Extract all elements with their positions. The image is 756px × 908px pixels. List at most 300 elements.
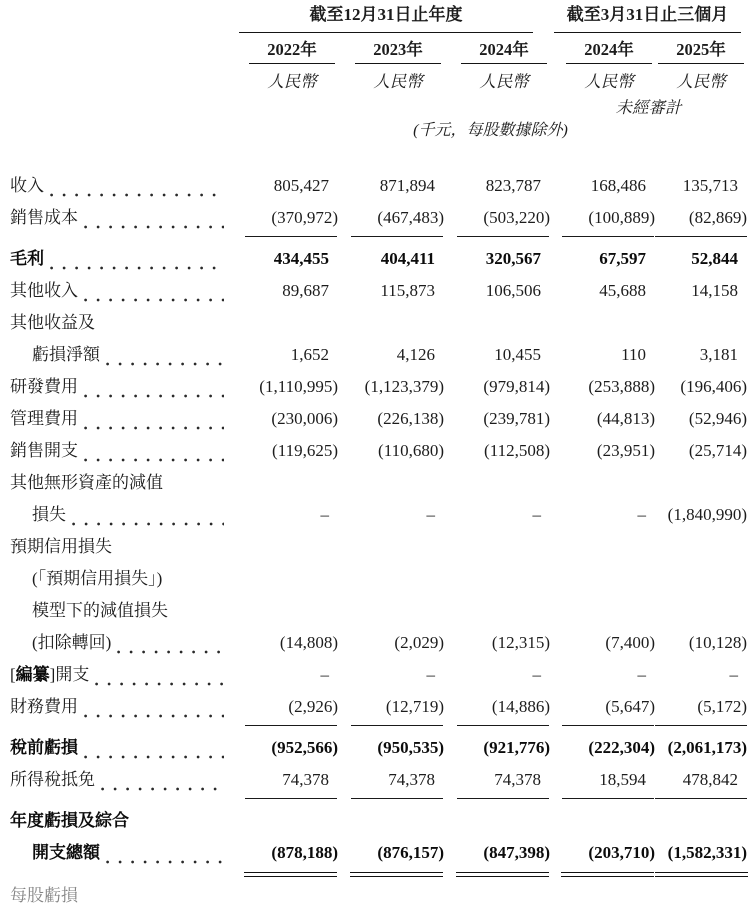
value-cell: [234, 732, 338, 764]
cell-value: –: [532, 665, 541, 684]
value-cell: [234, 170, 338, 202]
year-header-cell: [234, 40, 338, 64]
value-cell: [444, 764, 550, 796]
cell-value: (110,680): [378, 441, 444, 460]
currency-cell: [550, 72, 655, 92]
underline-cell: [444, 723, 550, 726]
cell-value: (5,647): [605, 697, 655, 716]
currency-label: 人民幣: [479, 72, 529, 91]
cell-value: (1,840,990): [667, 505, 747, 524]
value-cell: [655, 243, 747, 275]
row-label-line: [2, 805, 756, 837]
cell-value: (1,123,379): [364, 377, 444, 396]
cell-value: 3,181: [699, 345, 738, 364]
value-cell: [550, 764, 655, 796]
value-cell: [550, 435, 655, 467]
cell-value: 74,378: [494, 770, 541, 789]
row-label-cell: [2, 499, 234, 531]
value-cell: [444, 275, 550, 307]
row-value-line: [2, 732, 756, 764]
value-cell: [655, 837, 747, 869]
value-cell: [444, 837, 550, 869]
row-value-line: [2, 691, 756, 723]
cell-value: –: [637, 505, 646, 524]
cell-value: (12,719): [385, 697, 444, 716]
single-underline: [562, 798, 654, 799]
dot-leader: [117, 642, 224, 656]
underline-cell: [655, 234, 747, 237]
table-row: [2, 531, 756, 659]
value-cell: [444, 435, 550, 467]
cell-value: 1,652: [290, 345, 329, 364]
underline-cell: [338, 796, 444, 799]
row-label-line: [2, 563, 756, 595]
value-cell: [444, 170, 550, 202]
value-cell: [338, 627, 444, 659]
value-cell: [338, 435, 444, 467]
value-cell: [550, 371, 655, 403]
single-underline: [562, 236, 654, 237]
cell-value: (950,535): [377, 738, 444, 757]
underline-row: [2, 723, 756, 732]
dot-leader: [84, 706, 224, 720]
underline-cell: [234, 796, 338, 799]
cell-value: (2,926): [288, 697, 338, 716]
value-cell: [550, 732, 655, 764]
dot-leader: [84, 290, 224, 304]
value-cell: [444, 243, 550, 275]
table-row: [2, 403, 756, 435]
single-underline: [351, 798, 443, 799]
year-header: 2025年: [658, 40, 744, 64]
cell-value: (921,776): [483, 738, 550, 757]
cell-value: 135,713: [682, 176, 738, 195]
cell-value: (5,172): [697, 697, 747, 716]
column-group-quarter: 截至3月31日止三個月: [554, 4, 741, 33]
row-label: 損失: [32, 505, 66, 524]
cell-value: (876,157): [377, 843, 444, 862]
row-label: 年度虧損及綜合: [10, 811, 129, 830]
row-label-line: [2, 531, 756, 563]
column-group-row: [2, 4, 756, 33]
double-underline: [655, 872, 748, 877]
row-value-line: [2, 403, 756, 435]
value-cell: [550, 691, 655, 723]
cell-value: 168,486: [590, 176, 646, 195]
currency-label: 人民幣: [676, 72, 726, 91]
cell-value: 871,894: [379, 176, 435, 195]
single-underline: [457, 798, 549, 799]
row-label: 稅前虧損: [10, 738, 78, 757]
cell-value: (2,029): [394, 633, 444, 652]
row-label-cell: [2, 339, 234, 371]
row-label: 所得稅抵免: [10, 770, 95, 789]
double-underline: [244, 872, 337, 877]
row-label: 開支總額: [32, 843, 100, 862]
year-header-cell: [550, 40, 655, 64]
cell-value: (12,315): [491, 633, 550, 652]
value-cell: [338, 371, 444, 403]
year-header: 2023年: [355, 40, 441, 64]
value-cell: [234, 837, 338, 869]
cell-value: 320,567: [485, 249, 541, 268]
row-label-line: [2, 307, 756, 339]
value-cell: [444, 499, 550, 531]
table-row: [2, 170, 756, 202]
value-cell: [338, 403, 444, 435]
value-cell: [444, 627, 550, 659]
row-value-line: [2, 435, 756, 467]
table-row: [2, 371, 756, 403]
value-cell: [444, 732, 550, 764]
single-underline: [655, 236, 747, 237]
underline-cell: [550, 234, 655, 237]
value-cell: [234, 435, 338, 467]
single-underline: [562, 725, 654, 726]
value-cell: [338, 837, 444, 869]
row-label-segment: ]開支: [49, 665, 90, 684]
row-value-line: [2, 659, 756, 691]
row-label-cell: [2, 371, 234, 403]
row-label-cell: [2, 764, 234, 796]
cell-value: (979,814): [483, 377, 550, 396]
cell-value: 434,455: [273, 249, 329, 268]
value-cell: [338, 764, 444, 796]
value-cell: [550, 403, 655, 435]
row-label-cell: [2, 202, 234, 234]
row-label-segment: [: [10, 665, 16, 684]
cell-value: (878,188): [271, 843, 338, 862]
row-label: (扣除轉回): [32, 633, 112, 652]
value-cell: [234, 659, 338, 691]
row-label-cell: [2, 170, 234, 202]
year-header: 2022年: [249, 40, 335, 64]
value-cell: [655, 627, 747, 659]
underline-cell: [655, 869, 747, 877]
double-underline: [561, 872, 654, 877]
year-header-cell: [655, 40, 747, 64]
single-underline: [245, 236, 337, 237]
row-value-line: [2, 202, 756, 234]
currency-label: 人民幣: [373, 72, 423, 91]
unit-note: (千元，每股數據除外): [413, 122, 568, 139]
value-cell: [550, 170, 655, 202]
row-label: 銷售成本: [10, 208, 78, 227]
value-cell: [444, 371, 550, 403]
table-row: [2, 659, 756, 691]
dot-leader: [50, 258, 224, 272]
value-cell: [234, 691, 338, 723]
value-cell: [550, 627, 655, 659]
value-cell: [338, 659, 444, 691]
cell-value: (239,781): [483, 409, 550, 428]
dot-leader: [84, 217, 224, 231]
cell-value: –: [637, 665, 646, 684]
single-underline: [655, 798, 747, 799]
underline-cell: [234, 234, 338, 237]
value-cell: [234, 243, 338, 275]
value-cell: [655, 691, 747, 723]
double-underline: [456, 872, 549, 877]
dot-leader: [50, 185, 224, 199]
value-cell: [655, 339, 747, 371]
row-value-line: [2, 275, 756, 307]
value-cell: [234, 403, 338, 435]
value-cell: [234, 764, 338, 796]
cell-value: (1,110,995): [259, 377, 338, 396]
row-value-line: [2, 627, 756, 659]
value-cell: [444, 659, 550, 691]
value-cell: [444, 202, 550, 234]
value-cell: [338, 691, 444, 723]
cell-value: 404,411: [380, 249, 435, 268]
row-label: 預期信用損失: [10, 537, 112, 556]
row-label-cell: [2, 435, 234, 467]
row-label: 管理費用: [10, 409, 78, 428]
row-label: 虧損淨額: [32, 345, 100, 364]
cell-value: (196,406): [680, 377, 747, 396]
year-header-cell: [338, 40, 444, 64]
value-cell: [444, 339, 550, 371]
row-value-line: [2, 371, 756, 403]
value-cell: [234, 275, 338, 307]
cell-value: (112,508): [484, 441, 550, 460]
row-label: 毛利: [10, 249, 44, 268]
cell-value: 52,844: [691, 249, 738, 268]
value-cell: [550, 243, 655, 275]
row-label-cell: [2, 732, 234, 764]
currency-cell: [655, 72, 747, 92]
underline-cell: [550, 869, 655, 877]
cell-value: (370,972): [271, 208, 338, 227]
value-cell: [338, 732, 444, 764]
unaudited-note: 未經審計: [615, 98, 682, 117]
row-label-cell: [2, 403, 234, 435]
underline-row: [2, 234, 756, 243]
underline-cell: [655, 796, 747, 799]
underline-cell: [338, 723, 444, 726]
currency-cell: [338, 72, 444, 92]
cell-value: 45,688: [599, 281, 646, 300]
table-header: [2, 4, 756, 140]
row-label-cell: [2, 837, 234, 869]
value-cell: [550, 275, 655, 307]
table-body: [2, 170, 756, 884]
underline-cell: [234, 723, 338, 726]
row-label-cell: [2, 627, 234, 659]
cell-value: 805,427: [273, 176, 329, 195]
single-underline: [655, 725, 747, 726]
cell-value: (10,128): [688, 633, 747, 652]
cell-value: (14,886): [491, 697, 550, 716]
cell-value: 67,597: [599, 249, 646, 268]
cell-value: (82,869): [688, 208, 747, 227]
unaudited-row: [2, 98, 756, 117]
cell-value: (119,625): [272, 441, 338, 460]
cell-value: 110: [621, 345, 646, 364]
row-value-line: [2, 243, 756, 275]
value-cell: [655, 659, 747, 691]
single-underline: [245, 725, 337, 726]
currency-row: [2, 72, 756, 92]
row-label: (「預期信用損失」): [32, 569, 163, 588]
underline-cell: [550, 796, 655, 799]
row-value-line: [2, 837, 756, 869]
currency-cell: [444, 72, 550, 92]
value-cell: [655, 764, 747, 796]
currency-label: 人民幣: [584, 72, 634, 91]
row-label: 其他收益及: [10, 313, 95, 332]
row-label-line: [2, 467, 756, 499]
row-label-cell: [2, 243, 234, 275]
cell-value: 115,873: [380, 281, 435, 300]
value-cell: [655, 371, 747, 403]
table-row: [2, 435, 756, 467]
value-cell: [234, 339, 338, 371]
underline-cell: [655, 723, 747, 726]
value-cell: [550, 202, 655, 234]
row-label-cell: [2, 659, 234, 691]
row-label: 其他無形資產的減值: [10, 473, 163, 492]
cell-value: –: [320, 505, 329, 524]
row-label: 財務費用: [10, 697, 78, 716]
year-header-cell: [444, 40, 550, 64]
cell-value: (2,061,173): [667, 738, 747, 757]
cell-value: (222,304): [588, 738, 655, 757]
cell-value: 18,594: [599, 770, 646, 789]
single-underline: [457, 236, 549, 237]
value-cell: [444, 691, 550, 723]
row-label: 其他收入: [10, 281, 78, 300]
value-cell: [655, 275, 747, 307]
cell-value: 4,126: [396, 345, 435, 364]
value-cell: [338, 202, 444, 234]
cell-value: –: [729, 665, 738, 684]
cell-value: (7,400): [605, 633, 655, 652]
table-row: [2, 307, 756, 371]
cell-value: 74,378: [388, 770, 435, 789]
single-underline: [457, 725, 549, 726]
value-cell: [234, 202, 338, 234]
table-row: [2, 732, 756, 764]
cell-value: (230,006): [271, 409, 338, 428]
column-group-annual: 截至12月31日止年度: [239, 4, 533, 33]
row-label-cell: [2, 275, 234, 307]
cell-value: 106,506: [485, 281, 541, 300]
dot-leader: [106, 852, 224, 866]
table-row: [2, 805, 756, 884]
cell-value: (25,714): [688, 441, 747, 460]
cell-value: 478,842: [682, 770, 738, 789]
row-label: 研發費用: [10, 377, 78, 396]
underline-cell: [444, 234, 550, 237]
row-label: 銷售開支: [10, 441, 78, 460]
underline-cell: [234, 869, 338, 877]
underline-cell: [444, 869, 550, 877]
cell-value: –: [532, 505, 541, 524]
underline-row: [2, 869, 756, 884]
table-row: [2, 764, 756, 805]
table-row: [2, 691, 756, 732]
double-underline: [350, 872, 443, 877]
cell-value: (253,888): [588, 377, 655, 396]
currency-label: 人民幣: [267, 72, 317, 91]
cell-value: (44,813): [596, 409, 655, 428]
cell-value: 89,687: [282, 281, 329, 300]
value-cell: [234, 499, 338, 531]
value-cell: [550, 837, 655, 869]
cell-value: (503,220): [483, 208, 550, 227]
value-cell: [234, 627, 338, 659]
year-header-row: [2, 40, 756, 64]
value-cell: [338, 339, 444, 371]
cell-value: (203,710): [588, 843, 655, 862]
dot-leader: [72, 514, 224, 528]
unit-note-row: [2, 121, 756, 140]
year-header: 2024年: [566, 40, 652, 64]
underline-cell: [338, 869, 444, 877]
underline-cell: [550, 723, 655, 726]
value-cell: [655, 499, 747, 531]
dot-leader: [84, 747, 224, 761]
row-label: 模型下的減值損失: [32, 601, 168, 620]
table-row: [2, 275, 756, 307]
underline-row: [2, 796, 756, 805]
value-cell: [550, 659, 655, 691]
dot-leader: [106, 354, 224, 368]
row-label-segment: 編纂: [15, 665, 50, 684]
cell-value: (467,483): [377, 208, 444, 227]
dot-leader: [101, 779, 224, 793]
table-row: [2, 202, 756, 243]
cell-value: –: [426, 505, 435, 524]
underline-cell: [444, 796, 550, 799]
row-label-line: [2, 595, 756, 627]
single-underline: [351, 725, 443, 726]
value-cell: [550, 339, 655, 371]
cell-value: 823,787: [485, 176, 541, 195]
value-cell: [655, 732, 747, 764]
dot-leader: [84, 450, 224, 464]
single-underline: [351, 236, 443, 237]
currency-cell: [234, 72, 338, 92]
table-row: [2, 467, 756, 531]
cell-value: (23,951): [596, 441, 655, 460]
cell-value: 74,378: [282, 770, 329, 789]
partial-bottom-row: 每股虧損: [10, 886, 78, 905]
table-row: [2, 243, 756, 275]
single-underline: [245, 798, 337, 799]
value-cell: [444, 403, 550, 435]
dot-leader: [84, 386, 224, 400]
cell-value: (100,889): [588, 208, 655, 227]
value-cell: [655, 202, 747, 234]
row-value-line: [2, 339, 756, 371]
row-label-cell: [2, 691, 234, 723]
underline-cell: [338, 234, 444, 237]
value-cell: [655, 403, 747, 435]
cell-value: (952,566): [271, 738, 338, 757]
value-cell: [655, 435, 747, 467]
value-cell: [338, 499, 444, 531]
cell-value: (14,808): [279, 633, 338, 652]
cell-value: 10,455: [494, 345, 541, 364]
year-header: 2024年: [461, 40, 547, 64]
row-label: 收入: [10, 176, 44, 195]
row-value-line: [2, 499, 756, 531]
value-cell: [655, 170, 747, 202]
value-cell: [234, 371, 338, 403]
